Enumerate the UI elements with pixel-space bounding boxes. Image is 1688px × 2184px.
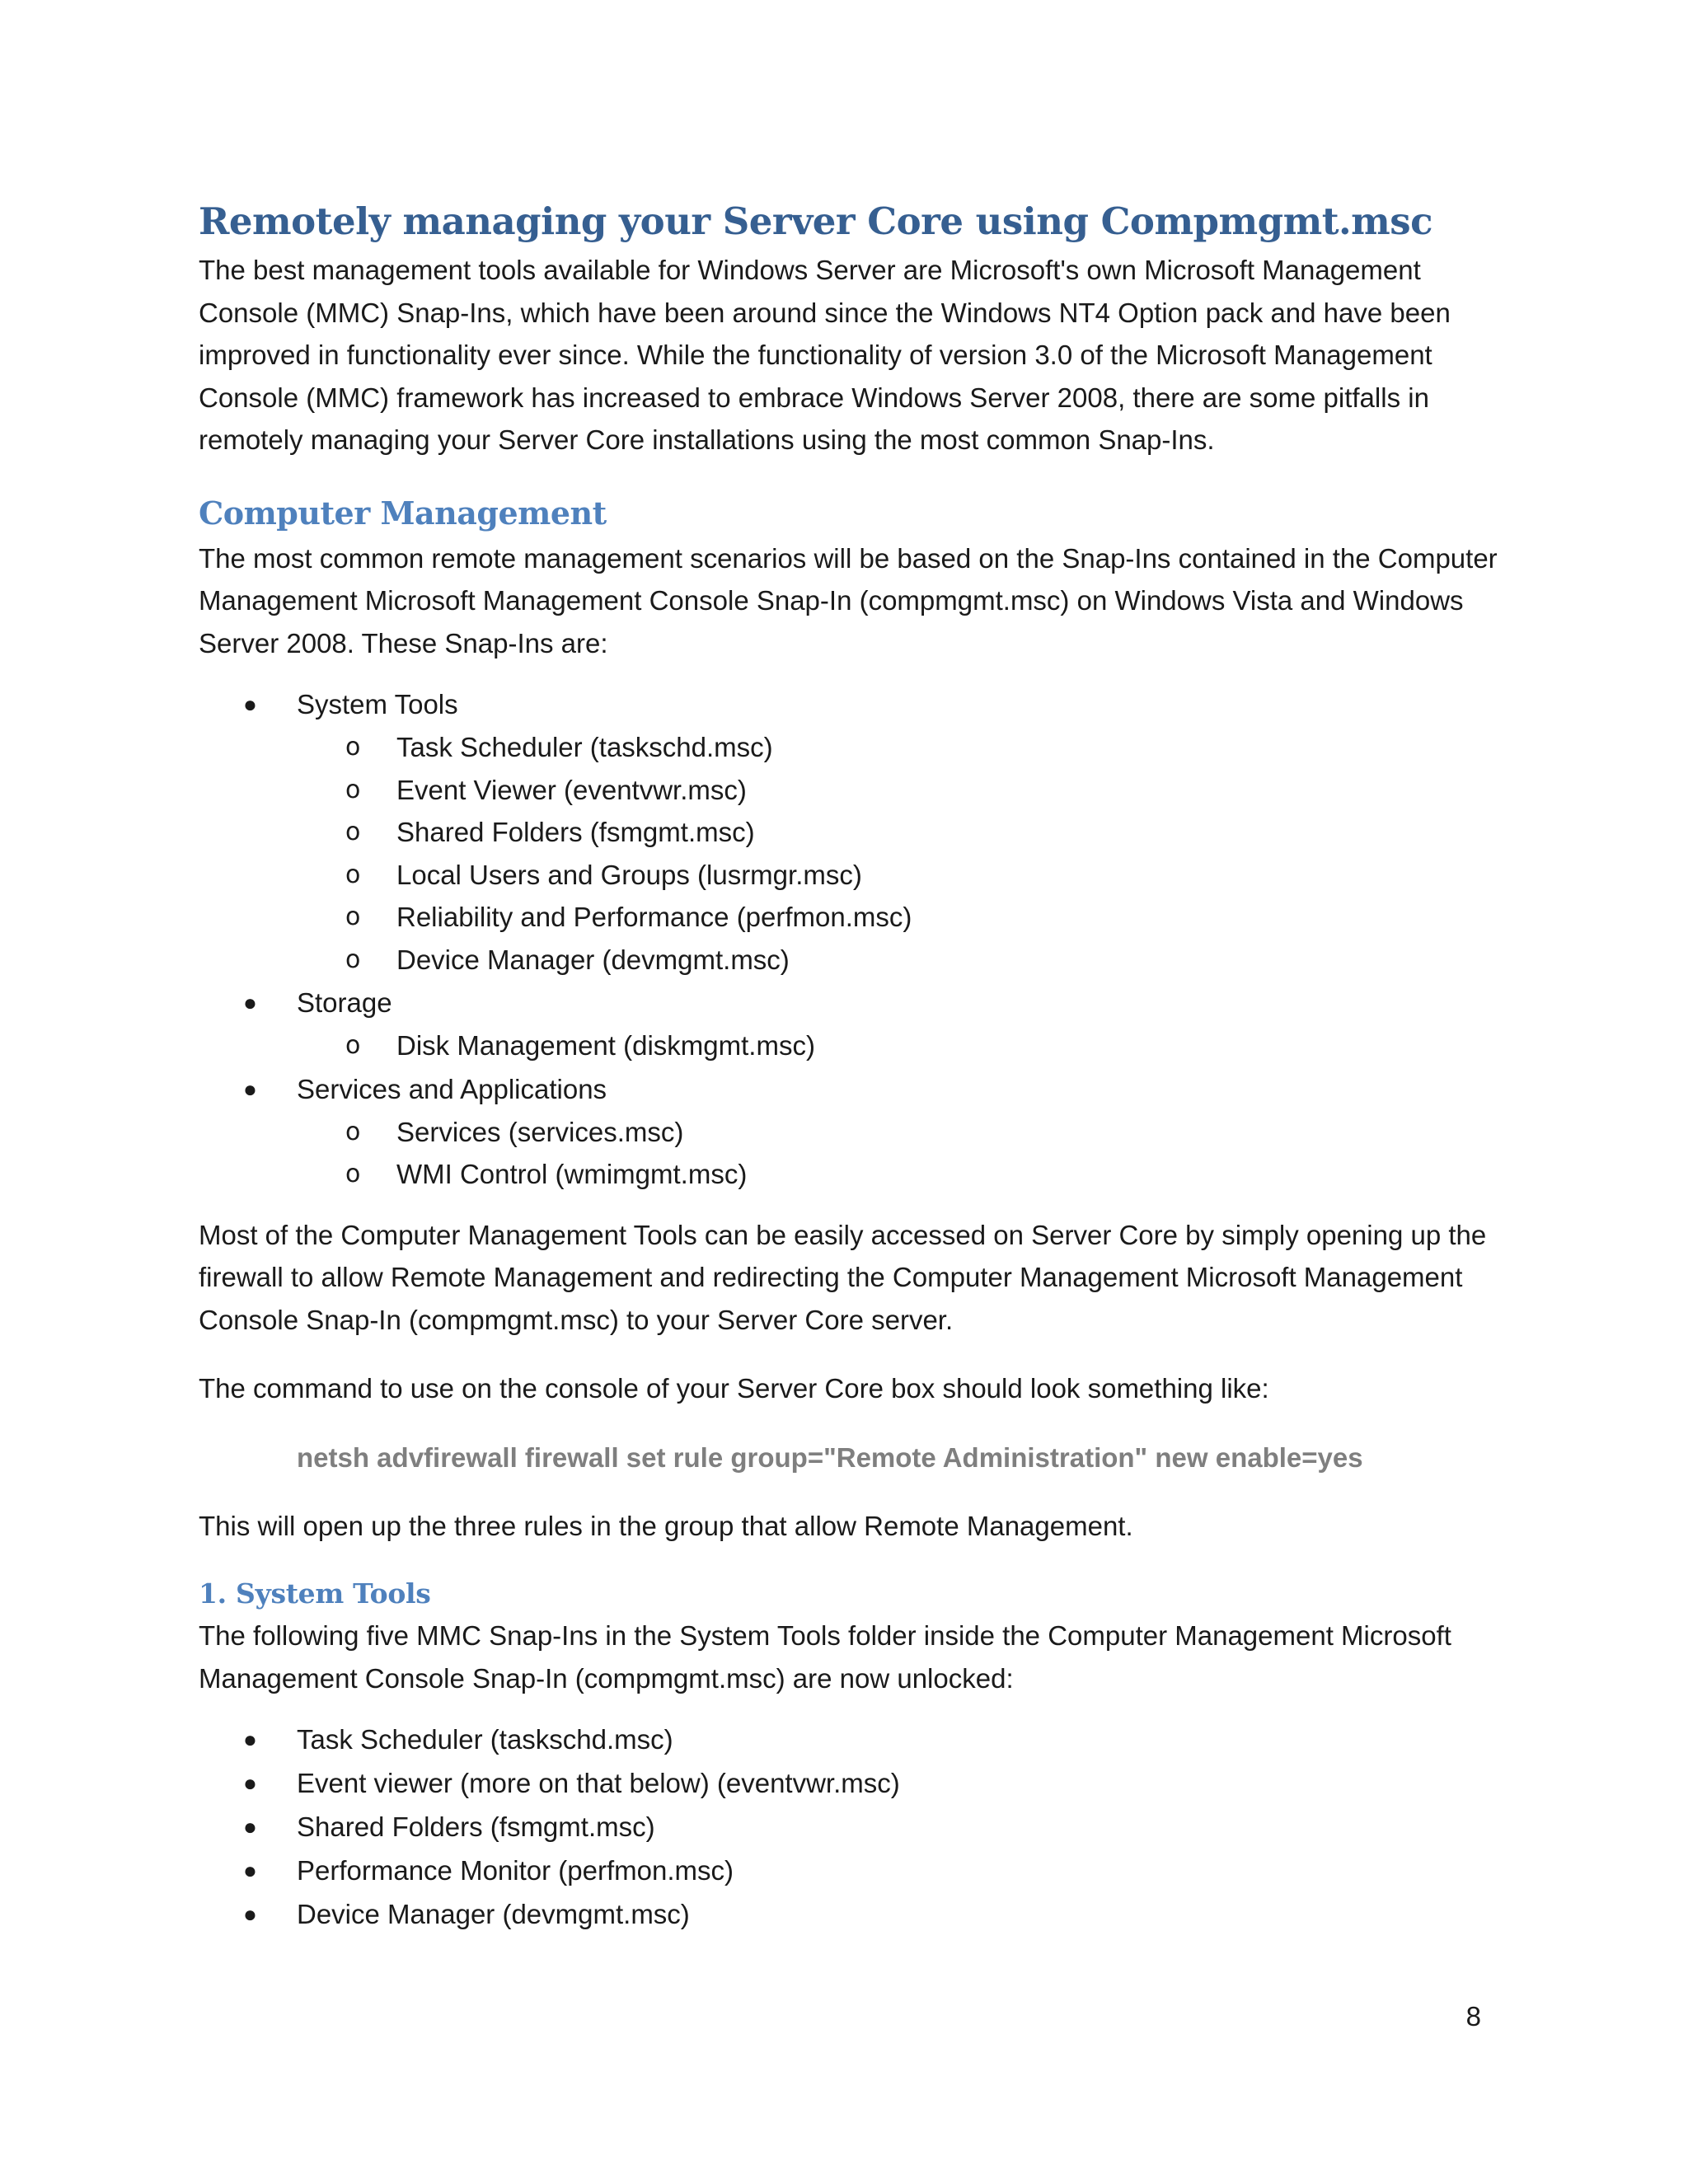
list-item: o Task Scheduler (taskschd.msc) (199, 726, 1501, 769)
intro-paragraph: The best management tools available for Windows Server are Microsoft's own Microsoft Management Console (MMC) Snap-Ins, which have been around since the Windows NT4 Option pack and have been improved in functionality ever since. While the functionality of version 3.0 of the Microsoft Management Console (MMC) framework has increased to embrace Windows Server 2008, there are some pitfalls in remotely managing your Server Core installations using the most common Snap-Ins. (199, 255, 1451, 455)
section-heading-computer-management: Computer Management (199, 494, 607, 532)
page-number: 8 (1465, 2001, 1481, 2032)
command-intro-paragraph: The command to use on the console of your Server Core box should look something like: (199, 1373, 1269, 1404)
list-item: ● Shared Folders (fsmgmt.msc) (199, 1805, 1501, 1849)
snapin-group-list (199, 682, 1501, 1196)
circle-bullet-icon: o (345, 733, 361, 762)
system-tools-paragraph: The following five MMC Snap-Ins in the System Tools folder inside the Computer Management Microsoft Management Console Snap-In (compmgmt.msc) are now unlocked: (199, 1620, 1451, 1694)
bullet-icon: ● (243, 1076, 257, 1102)
bullet-icon: ● (243, 1858, 257, 1883)
unlocked-snapin-list (199, 1718, 1501, 1936)
list-item: ● Device Manager (devmgmt.msc) (199, 1892, 1501, 1936)
circle-bullet-icon: o (345, 902, 361, 931)
access-paragraph: Most of the Computer Management Tools can be easily accessed on Server Core by simply opening up the firewall to allow Remote Management and redirecting the Computer Management Microsoft Management Console Snap-In (compmgmt.msc) to your Server Core server. (199, 1219, 1487, 1335)
list-item: o Device Manager (devmgmt.msc) (199, 939, 1501, 982)
page-title: Remotely managing your Server Core using Compmgmt.msc (199, 199, 1433, 243)
bullet-icon: ● (243, 1727, 257, 1752)
list-item: ● Storage (199, 981, 1501, 1024)
computer-management-paragraph: The most common remote management scenarios will be based on the Snap-Ins contained in the Computer Management Microsoft Management Console Snap-In (compmgmt.msc) on Windows Vista and Windows Server 2008. These Snap-Ins are: (199, 542, 1498, 658)
rules-paragraph: This will open up the three rules in the group that allow Remote Management. (199, 1510, 1133, 1541)
subsection-heading-system-tools: 1. System Tools (199, 1577, 431, 1610)
list-item: o Shared Folders (fsmgmt.msc) (199, 811, 1501, 854)
bullet-icon: ● (243, 1814, 257, 1840)
circle-bullet-icon: o (345, 1160, 361, 1188)
list-item: o Local Users and Groups (lusrmgr.msc) (199, 854, 1501, 897)
bullet-icon: ● (243, 691, 257, 717)
list-item: o Services (services.msc) (199, 1111, 1501, 1154)
page-content (199, 194, 1501, 1936)
circle-bullet-icon: o (345, 775, 361, 804)
list-item: ● Performance Monitor (perfmon.msc) (199, 1849, 1501, 1892)
list-item: o Reliability and Performance (perfmon.msc) (199, 896, 1501, 939)
bullet-icon: ● (243, 990, 257, 1015)
circle-bullet-icon: o (345, 1031, 361, 1060)
netsh-command: netsh advfirewall firewall set rule group="Remote Administration" new enable=yes (297, 1441, 1363, 1473)
circle-bullet-icon: o (345, 1117, 361, 1146)
list-item: ● Services and Applications (199, 1067, 1501, 1111)
list-item: o Disk Management (diskmgmt.msc) (199, 1024, 1501, 1067)
bullet-icon: ● (243, 1770, 257, 1796)
list-item: ● Event viewer (more on that below) (eventvwr.msc) (199, 1761, 1501, 1805)
circle-bullet-icon: o (345, 860, 361, 889)
list-item: o WMI Control (wmimgmt.msc) (199, 1153, 1501, 1196)
circle-bullet-icon: o (345, 818, 361, 846)
list-item: ● Task Scheduler (taskschd.msc) (199, 1718, 1501, 1761)
circle-bullet-icon: o (345, 944, 361, 974)
list-item: ● System Tools (199, 682, 1501, 726)
list-item: o Event Viewer (eventvwr.msc) (199, 769, 1501, 812)
bullet-icon: ● (243, 1901, 257, 1927)
